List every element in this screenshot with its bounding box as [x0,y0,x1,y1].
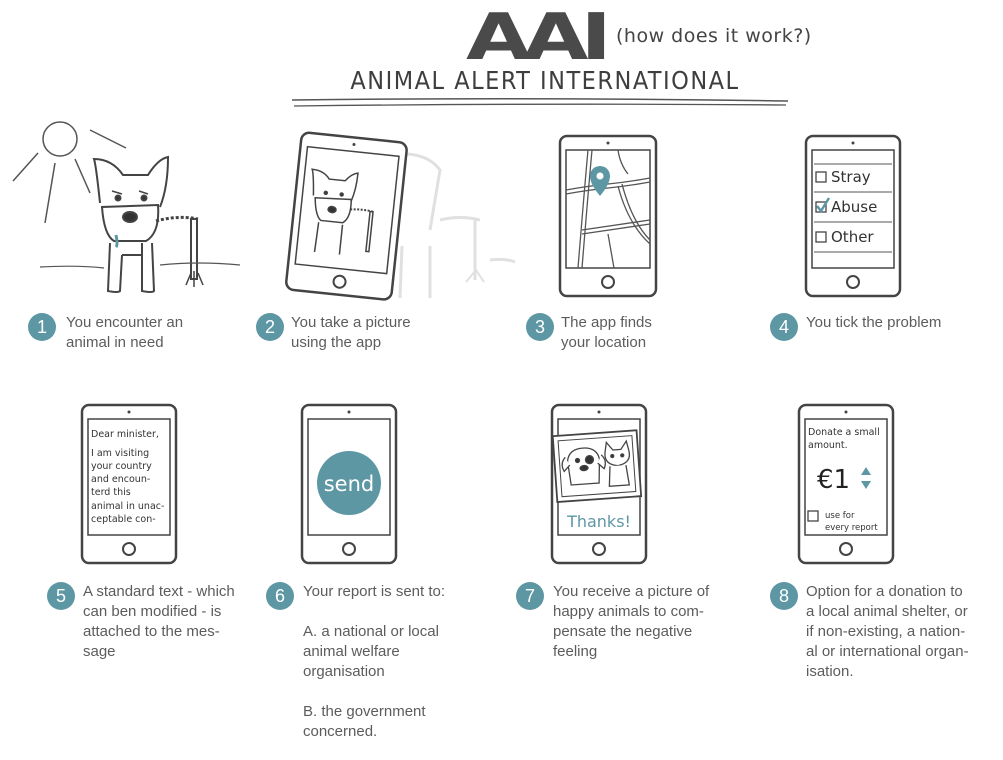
thanks-phone-illustration [550,403,648,565]
step-1-badge: 1 [28,313,56,341]
step-6-text: Your report is sent to: A. a national or local animal welfare organisation B. the government concerned. [303,582,493,742]
letter-line: Dear minister, [91,429,159,440]
option-stray: Stray [831,168,871,186]
step-4-text: You tick the problem [806,314,942,331]
letter-line: and encoun- [91,474,151,485]
checkbox-label: use for [825,511,855,521]
step-2-text: You take a picture using the app [291,314,411,351]
letter-line: terd this [91,487,131,498]
checklist-phone-illustration [804,134,902,298]
step-1-text: You encounter an animal in need [66,314,184,351]
donate-amount: €1 [817,465,851,495]
checkbox-other [816,232,826,242]
donate-heading: Donate a small [808,427,880,438]
letter-line: animal in unac- [91,501,165,512]
faded-dog-icon [400,154,515,298]
option-abuse: Abuse [831,198,878,216]
camera-phone-illustration [280,120,520,310]
checkbox-label: every report [825,523,878,533]
header-underline [290,96,790,112]
fence-rope [156,217,203,287]
letter-phone-illustration [80,403,178,565]
step-8-text: Option for a donation to a local animal shelter, or if non-existing, a nation- al or international organ- isation. [806,583,969,680]
donate-heading: amount. [808,440,848,451]
dog-scene-illustration [8,115,248,295]
step-3-badge: 3 [526,313,554,341]
step-6-badge: 6 [266,582,294,610]
step-3-text: The app finds your location [561,314,652,351]
aai-logo [466,6,606,62]
recipient-option-b: B. the government concerned. [303,703,426,740]
recipient-option-a: A. a national or local animal welfare organisation [303,623,439,680]
letter-line: your country [91,461,152,472]
dog-icon [94,157,168,292]
subtitle: (how does it work?) [616,25,812,47]
logo-text: AAI [466,6,605,62]
step-5-text: A standard text - which can ben modified - is attached to the mes- sage [83,583,235,660]
step-7-badge: 7 [516,582,544,610]
letter-line: ceptable con- [91,514,156,525]
step-7-text: You receive a picture of happy animals to com- pensate the negative feeling [553,583,710,660]
option-other: Other [831,228,874,246]
send-phone-illustration [300,403,398,565]
brand-name: ANIMAL ALERT INTERNATIONAL [350,66,740,95]
letter-line: I am visiting [91,448,150,459]
step-2-badge: 2 [256,313,284,341]
donate-phone-illustration [797,403,895,565]
step-5-badge: 5 [47,582,75,610]
every-report-checkbox [808,511,818,521]
checkbox-stray [816,172,826,182]
send-label: send [323,472,375,496]
happy-animals-photo [553,430,641,502]
map-phone-illustration [558,134,658,298]
step-4-badge: 4 [770,313,798,341]
thanks-label: Thanks! [567,512,631,531]
step-8-badge: 8 [770,582,798,610]
